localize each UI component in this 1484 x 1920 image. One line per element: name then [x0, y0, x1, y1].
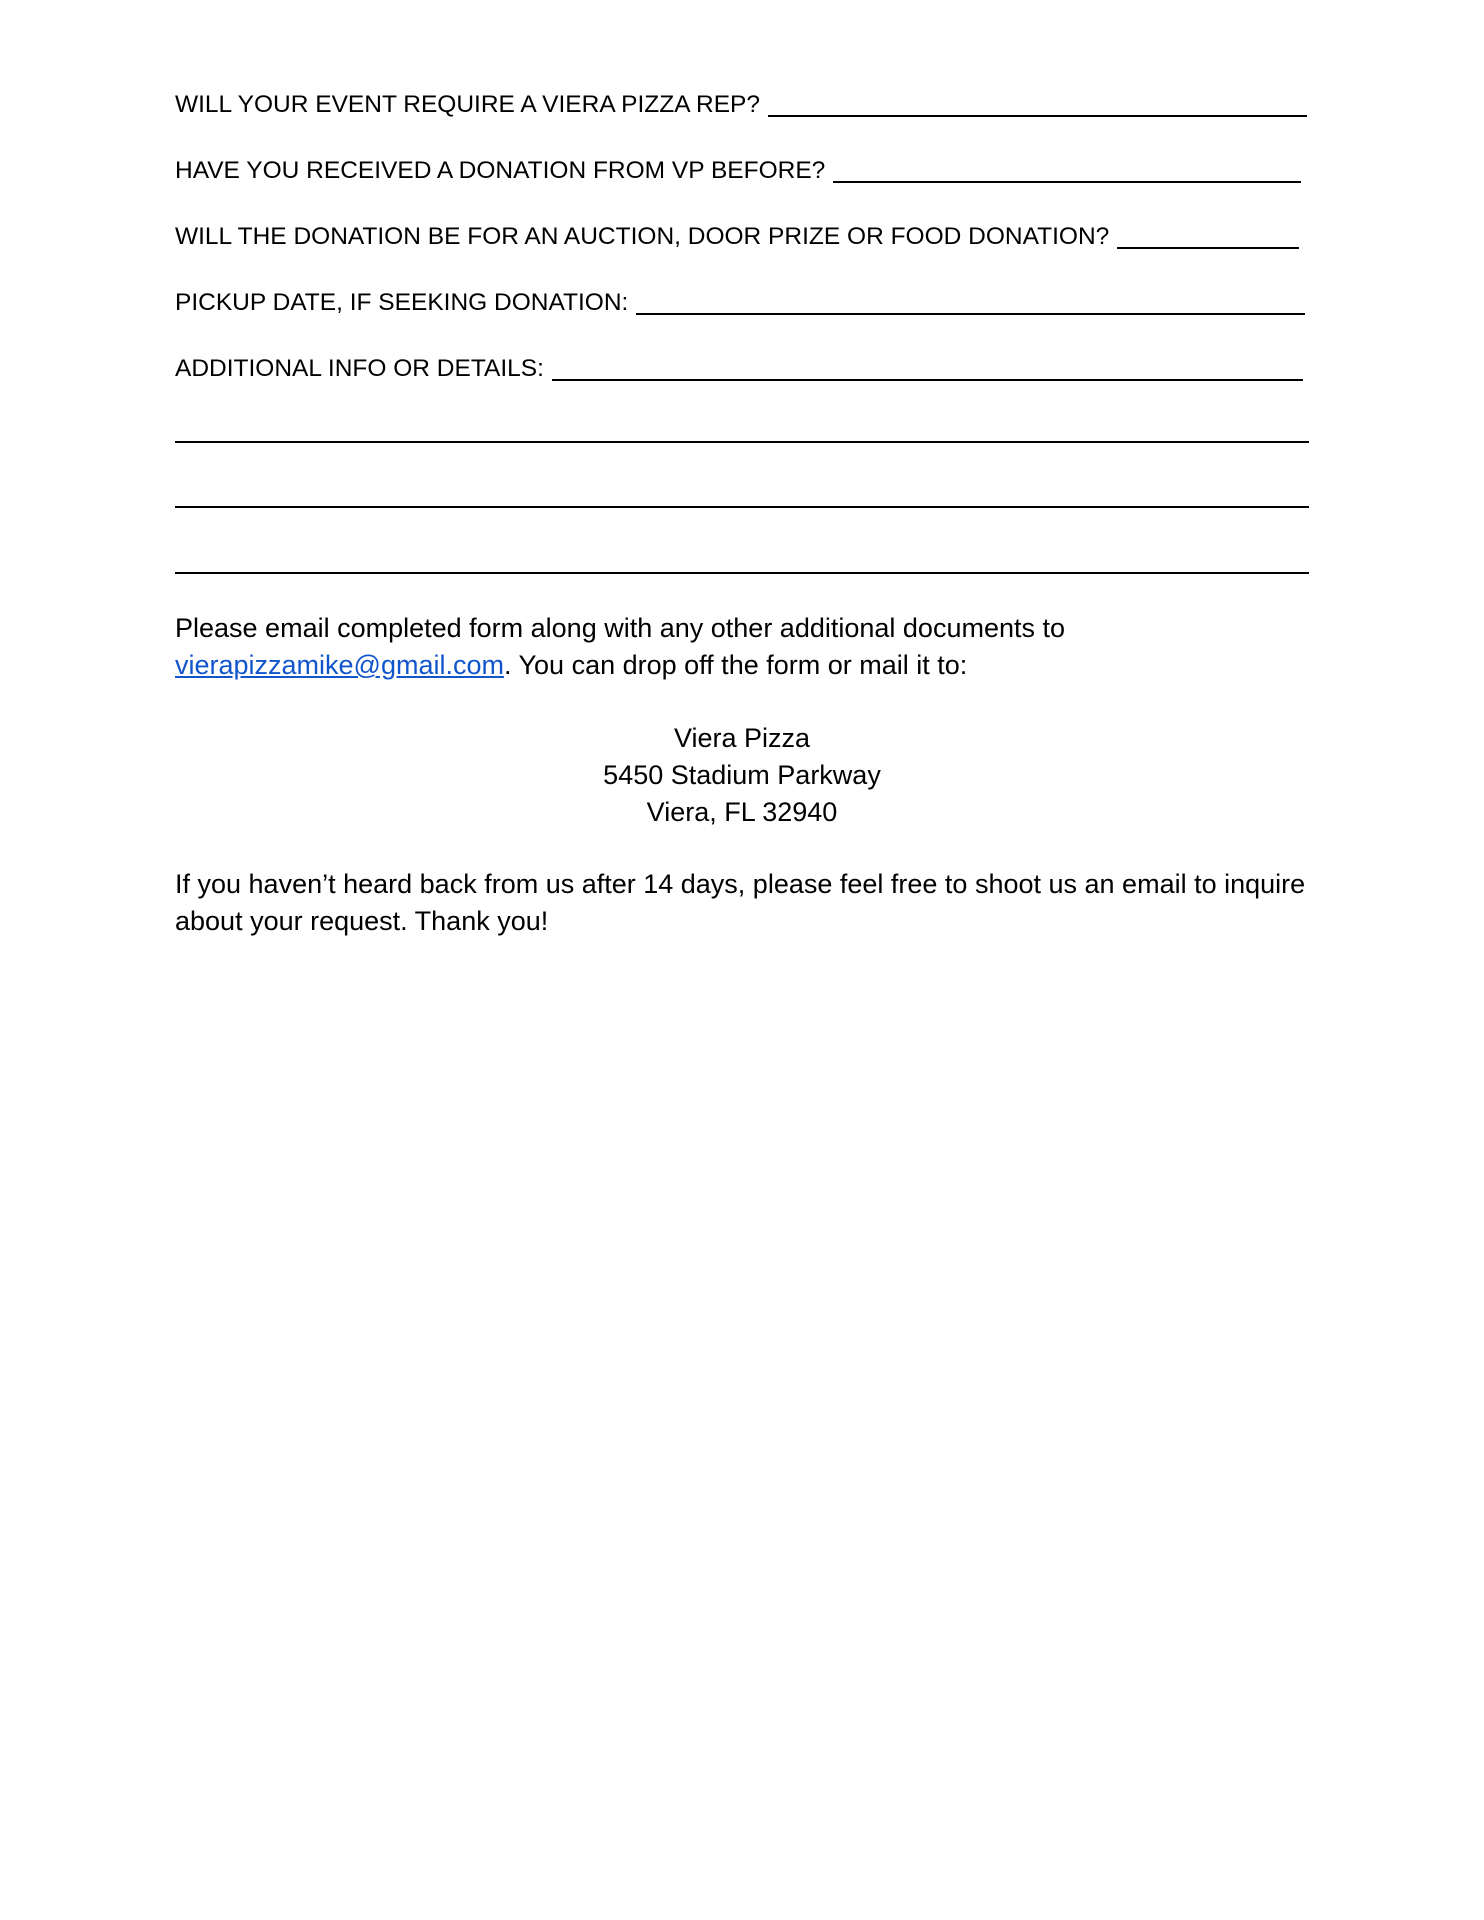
closing-note — [175, 866, 1309, 940]
form-field-previous-donation — [175, 153, 1301, 183]
closing-line-1: If you haven’t heard back from us after 14 days, please feel free to shoot us an email to inquire — [175, 869, 1306, 899]
form-field-additional-info — [175, 351, 1303, 381]
instructions-suffix: . You can drop off the form or mail it to: — [504, 650, 968, 680]
address-city: Viera, FL 32940 — [646, 797, 838, 827]
fill-in-line[interactable] — [1117, 247, 1299, 249]
instructions-text: Please email completed form along with any other additional documents to — [175, 613, 1065, 643]
form-field-pickup-date — [175, 285, 1305, 315]
fill-in-line[interactable] — [552, 379, 1303, 381]
form-field-label: HAVE YOU RECEIVED A DONATION FROM VP BEFORE? — [175, 156, 826, 184]
fill-in-line[interactable] — [833, 181, 1301, 183]
form-field-label: WILL YOUR EVENT REQUIRE A VIERA PIZZA REP? — [175, 90, 761, 118]
form-field-donation-type — [175, 219, 1299, 249]
email-instructions — [175, 610, 1309, 684]
address-name: Viera Pizza — [673, 723, 811, 753]
mailing-address — [175, 720, 1309, 831]
fill-in-line[interactable] — [636, 313, 1305, 315]
form-field-label: PICKUP DATE, IF SEEKING DONATION: — [175, 288, 629, 316]
form-field-label: ADDITIONAL INFO OR DETAILS: — [175, 354, 544, 382]
additional-info-line-3[interactable] — [175, 572, 1309, 574]
email-link[interactable]: vierapizzamike@gmail.com — [175, 650, 504, 680]
form-field-viera-pizza-rep — [175, 87, 1307, 117]
address-street: 5450 Stadium Parkway — [603, 760, 881, 790]
form-field-label: WILL THE DONATION BE FOR AN AUCTION, DOOR PRIZE OR FOOD DONATION? — [175, 222, 1110, 250]
fill-in-line[interactable] — [768, 115, 1307, 117]
additional-info-line-2[interactable] — [175, 506, 1309, 508]
additional-info-line-1[interactable] — [175, 441, 1309, 443]
closing-line-2: about your request. Thank you! — [175, 906, 549, 936]
